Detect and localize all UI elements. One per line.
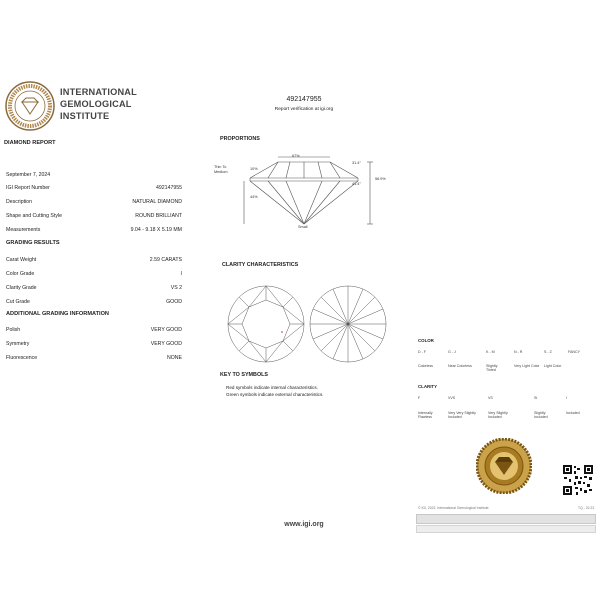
clarity-grade: F xyxy=(418,396,421,400)
color-grade: D - F xyxy=(418,350,426,354)
clarity-grade: I xyxy=(566,396,567,400)
hologram-seal xyxy=(476,438,532,494)
grading-row xyxy=(6,299,182,305)
clarity-description: Included xyxy=(566,411,580,415)
row-label: Cut Grade xyxy=(6,299,30,305)
color-grade: FANCY xyxy=(568,350,580,354)
clarity-description: Internally Flawless xyxy=(418,411,433,419)
institute-name-line-2: GEMOLOGICAL xyxy=(60,99,132,109)
row-value: VERY GOOD xyxy=(150,341,182,347)
color-description: Slightly Tinted xyxy=(486,364,498,372)
row-label: Description xyxy=(6,199,32,205)
institute-name xyxy=(60,86,137,122)
row-label: Clarity Grade xyxy=(6,285,37,291)
grading-row xyxy=(6,271,182,277)
institute-name-line-3: INSTITUTE xyxy=(60,111,110,121)
grading-row xyxy=(6,285,182,291)
verification-note: Report verification at igi.org xyxy=(274,107,334,112)
color-description: Near Colorless xyxy=(448,364,472,368)
color-description: Light Color xyxy=(544,364,562,368)
row-value: 9.04 - 9.18 X 5.19 MM xyxy=(130,227,182,233)
report-date: September 7, 2024 xyxy=(6,172,51,178)
grading-results-heading: GRADING RESULTS xyxy=(6,240,60,246)
website[interactable]: www.igi.org xyxy=(284,521,324,528)
report-row xyxy=(6,199,182,205)
grading-scales-panel xyxy=(406,62,600,548)
additional-row xyxy=(6,341,182,347)
additional-row xyxy=(6,355,182,361)
report-title: DIAMOND REPORT xyxy=(4,140,56,146)
row-value: VS 2 xyxy=(170,285,182,291)
pavilion-depth: 44% xyxy=(250,195,258,199)
row-value: I xyxy=(180,271,182,277)
girdle-percentage: 10% xyxy=(250,167,258,171)
security-strip xyxy=(416,514,596,524)
clarity-characteristics-heading: CLARITY CHARACTERISTICS xyxy=(222,262,299,268)
proportions-diagram xyxy=(242,156,382,236)
total-depth: 56.9% xyxy=(375,177,386,181)
grading-row xyxy=(6,257,182,263)
clarity-grade: SI xyxy=(534,396,538,400)
color-description: Very Light Color xyxy=(514,364,540,368)
color-scale-heading: COLOR xyxy=(418,338,434,343)
report-row xyxy=(6,227,182,233)
row-value: ROUND BRILLIANT xyxy=(135,213,182,219)
crown-plot-diagram xyxy=(226,284,306,364)
row-value: VERY GOOD xyxy=(150,327,182,333)
clarity-grade: VS xyxy=(488,396,493,400)
row-label: Shape and Cutting Style xyxy=(6,213,62,219)
row-label: Measurements xyxy=(6,227,41,233)
key-to-symbols-heading: KEY TO SYMBOLS xyxy=(220,372,269,378)
row-value: 2.59 CARATS xyxy=(149,257,182,263)
row-value: NONE xyxy=(167,355,182,361)
row-label: Carat Weight xyxy=(6,257,37,263)
igi-seal-logo xyxy=(4,80,56,132)
clarity-grade: VVS xyxy=(448,396,456,400)
row-label: Symmetry xyxy=(6,341,30,347)
row-label: Polish xyxy=(6,327,21,333)
plotting-panel xyxy=(202,62,407,548)
row-value: 492147955 xyxy=(156,185,182,191)
institute-name-line-1: INTERNATIONAL xyxy=(60,87,137,97)
row-label: Color Grade xyxy=(6,271,35,277)
security-strip-lower xyxy=(416,525,596,533)
inclusion-mark xyxy=(281,331,283,333)
copyright-note: © IGI, 2022, International Gemological Institute. xyxy=(418,506,490,510)
color-grade: N - R xyxy=(514,350,523,354)
key-external-note: Green symbols indicate external characteristics. xyxy=(226,392,324,397)
girdle-thickness: Thin To Medium xyxy=(214,165,228,174)
pavilion-angle: 41.4° xyxy=(352,182,361,186)
row-label: Fluorescence xyxy=(6,355,38,361)
clarity-description: Very Very Slightly Included xyxy=(448,411,476,419)
proportions-heading: PROPORTIONS xyxy=(220,136,260,142)
crown-angle: 31.4° xyxy=(352,161,361,165)
qr-code[interactable] xyxy=(562,464,594,496)
report-row xyxy=(6,185,182,191)
row-value: NATURAL DIAMOND xyxy=(132,199,182,205)
row-label: IGI Report Number xyxy=(6,185,50,191)
clarity-scale-heading: CLARITY xyxy=(418,384,438,389)
color-description: Colorless xyxy=(418,364,433,368)
row-value: GOOD xyxy=(166,299,182,305)
color-grade: S - Z xyxy=(544,350,552,354)
report-number-top: 492147955 xyxy=(286,96,322,103)
clarity-description: Slightly Included xyxy=(534,411,548,419)
pavilion-plot-diagram xyxy=(308,284,388,364)
culet-size: Small xyxy=(298,225,308,229)
key-internal-note: Red symbols indicate internal characteristics. xyxy=(226,385,318,390)
report-summary-panel xyxy=(0,62,203,548)
color-grade: K - M xyxy=(486,350,495,354)
report-row xyxy=(6,213,182,219)
additional-row xyxy=(6,327,182,333)
additional-grading-heading: ADDITIONAL GRADING INFORMATION xyxy=(6,311,109,317)
clarity-description: Very Slightly Included xyxy=(488,411,508,419)
form-code: TQ - 02.23 xyxy=(578,506,595,510)
table-percentage: 67% xyxy=(292,154,300,158)
color-grade: G - J xyxy=(448,350,456,354)
